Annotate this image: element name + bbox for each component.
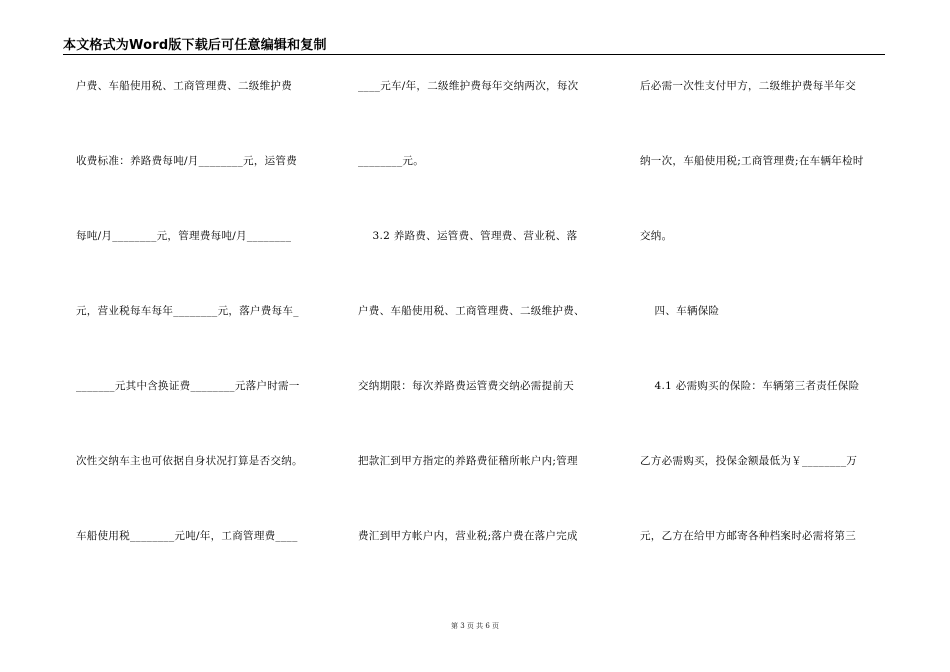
- text-line: ____元车/年，二级维护费每年交纳两次，每次: [358, 80, 579, 92]
- text-line: 乙方必需购买，投保金额最低为￥________万: [640, 455, 858, 467]
- text-line: 纳一次，车船使用税;工商管理费;在车辆年检时: [640, 155, 864, 167]
- text-line: 把款汇到甲方指定的养路费征稽所帐户内;管理: [358, 455, 578, 467]
- text-line: 车船使用税________元吨/年，工商管理费____: [76, 530, 298, 542]
- page-number: 第 3 页 共 6 页: [450, 622, 500, 630]
- section-heading: 四、车辆保险: [640, 305, 720, 317]
- text-line: 后必需一次性支付甲方，二级维护费每半年交: [640, 80, 856, 92]
- text-line: 交纳。: [640, 230, 673, 242]
- header-title: 本文格式为Word版下载后可任意编辑和复制: [63, 38, 327, 53]
- text-line: 每吨/月________元，管理费每吨/月________: [76, 230, 292, 242]
- text-line: 元，乙方在给甲方邮寄各种档案时必需将第三: [640, 530, 856, 542]
- text-line: 户费、车船使用税、工商管理费、二级维护费: [76, 80, 292, 92]
- text-line: _______元其中含换证费________元落户时需一: [76, 380, 300, 392]
- text-line: 4.1 必需购买的保险：车辆第三者责任保险: [640, 380, 860, 392]
- page-header: [63, 34, 885, 55]
- text-column-2: [358, 78, 623, 603]
- text-line: 收费标准：养路费每吨/月________元，运管费: [76, 155, 298, 167]
- text-column-3: [640, 78, 885, 603]
- text-line: 3.2 养路费、运管费、管理费、营业税、落: [358, 230, 578, 242]
- text-line: 元，营业税每车每年________元，落户费每车_: [76, 305, 299, 317]
- text-line: 费汇到甲方帐户内，营业税;落户费在落户完成: [358, 530, 578, 542]
- text-line: 户费、车船使用税、工商管理费、二级维护费、: [358, 305, 585, 317]
- text-line: 次性交纳车主也可依据自身状况打算是否交纳。: [76, 455, 303, 467]
- text-column-1: [76, 78, 341, 603]
- text-line: ________元。: [358, 155, 424, 167]
- page-footer: [0, 621, 950, 631]
- text-line: 交纳期限：每次养路费运管费交纳必需提前天: [358, 380, 574, 392]
